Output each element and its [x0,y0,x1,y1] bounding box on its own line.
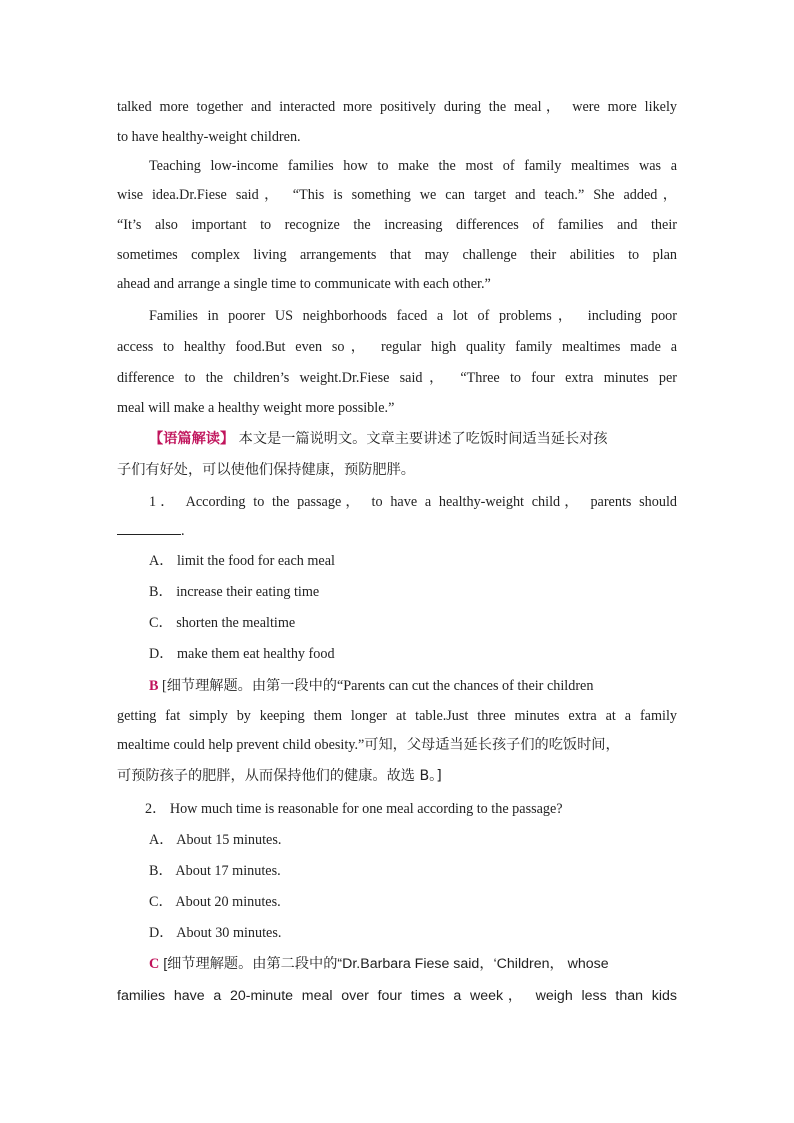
article-p2-line-5: ahead and arrange a single time to communicate with each other.” [117,276,491,292]
article-p2-line-3: “It’s also important to recognize the increasing differences of families and their [117,217,677,233]
article-p2-line-4: sometimes complex living arrangements that may challenge their abilities to plan [117,247,677,263]
q2-explain-line-1 [149,955,677,973]
article-p2-line-1: Teaching low-income families how to make the most of family mealtimes was a [149,158,677,174]
q2-explain-text-1: [细节理解题。由第二段中的“Dr.Barbara Fiese said，‘Children， whose [159,956,609,972]
q1-option-b: B． increase their eating time [149,584,320,600]
article-p1-line-2: to have healthy-weight children. [117,129,301,145]
q2-option-b: B． About 17 minutes. [149,863,281,879]
answer-blank [117,522,181,535]
article-p3-line-1: Families in poorer US neighborhoods faced a lot of problems， including poor [149,308,677,324]
q1-option-c: C． shorten the mealtime [149,615,296,631]
reading-analysis-line-2: 子们有好处，可以使他们保持健康，预防肥胖。 [117,462,415,478]
q2-option-a: A． About 15 minutes. [149,832,282,848]
reading-analysis-tag: 【语篇解读】 [149,431,235,447]
q1-explain-line-2: getting fat simply by keeping them longer at table.Just three minutes extra at a family [117,708,677,724]
article-p3-line-3: difference to the children’s weight.Dr.Fiese said， “Three to four extra minutes per [117,370,677,386]
q1-explain-line-4: 可预防孩子的肥胖，从而保持他们的健康。故选 B。] [117,768,442,784]
q1-blank: . [117,522,677,540]
q1-explain-line-1 [149,677,677,695]
q1-stem: 1． According to the passage， to have a healthy-weight child， parents should [149,494,677,510]
q1-explain-text-1: [细节理解题。由第一段中的“Parents can cut the chances of their children [158,678,594,694]
q2-option-d: D． About 30 minutes. [149,925,282,941]
q1-option-a: A． limit the food for each meal [149,553,335,569]
q2-stem: 2． How much time is reasonable for one meal according to the passage? [145,801,563,817]
article-p2-line-2: wise idea.Dr.Fiese said， “This is something we can target and teach.” She added， [117,187,677,203]
q1-answer: B [149,678,159,694]
q1-option-d: D． make them eat healthy food [149,646,335,662]
article-p3-line-2: access to healthy food.But even so， regular high quality family mealtimes made a [117,339,677,355]
reading-analysis-text-1: 本文是一篇说明文。文章主要讲述了吃饭时间适当延长对孩 [234,431,608,447]
article-p1-line-1: talked more together and interacted more positively during the meal， were more likely [117,99,677,115]
q2-answer: C [149,956,160,972]
q2-explain-line-2: families have a 20-minute meal over four times a week， weigh less than kids [117,988,677,1004]
q1-explain-line-3: mealtime could help prevent child obesity.”可知，父母适当延长孩子们的吃饭时间， [117,737,620,753]
article-p3-line-4: meal will make a healthy weight more possible.” [117,400,395,416]
q2-option-c: C． About 20 minutes. [149,894,281,910]
reading-analysis-line-1 [149,430,677,448]
